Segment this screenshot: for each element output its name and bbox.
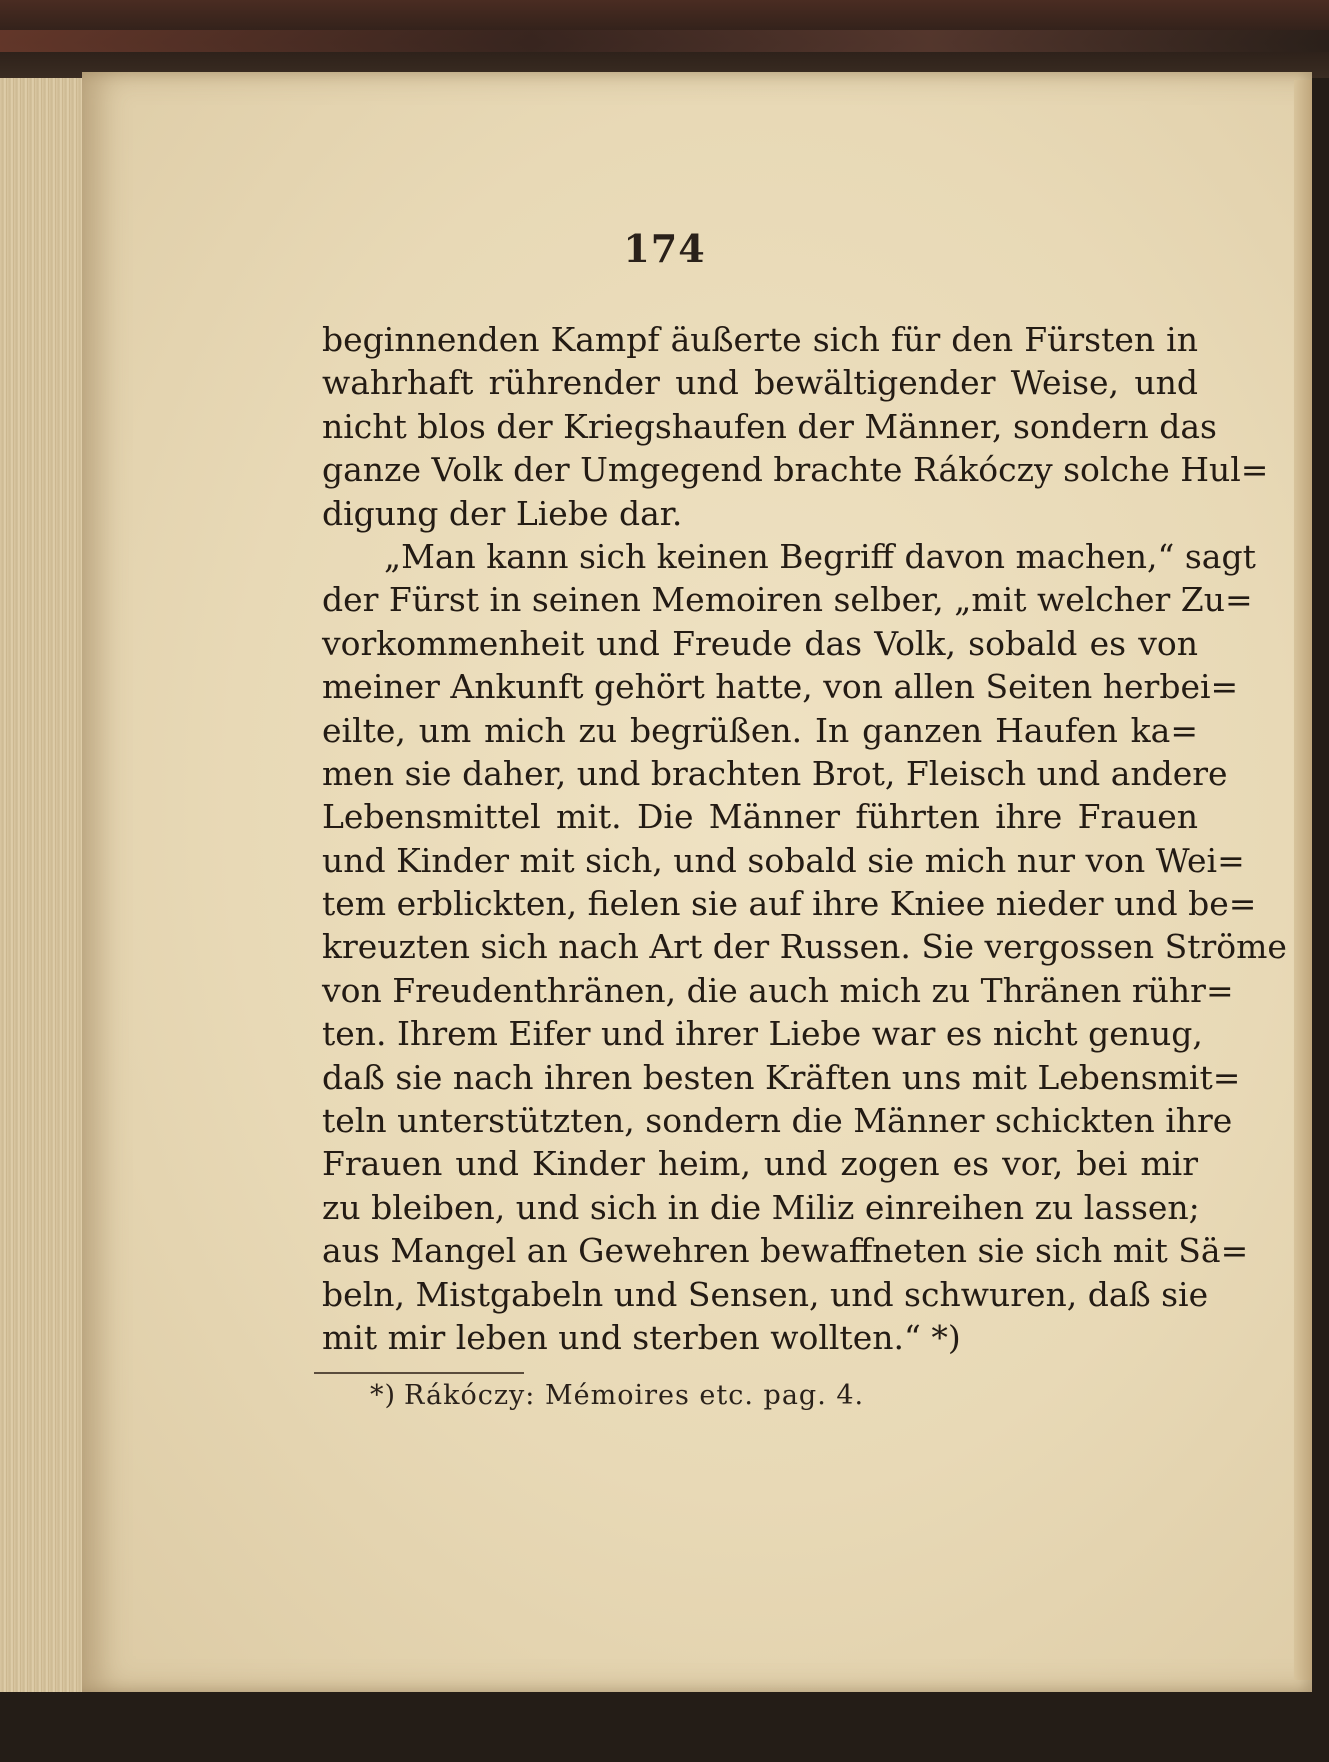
footnote-rule bbox=[314, 1372, 524, 1374]
text-line: Frauen und Kinder heim, und zogen es vor, bei mir bbox=[322, 1144, 1198, 1184]
page-number: 174 bbox=[623, 226, 706, 271]
text-line: Lebensmittel mit. Die Männer führten ihre Frauen bbox=[322, 797, 1198, 837]
text-line: der Fürst in seinen Memoiren selber, „mit welcher Zu= bbox=[322, 580, 1253, 620]
text-line: aus Mangel an Gewehren bewaffneten sie sich mit Sä= bbox=[322, 1231, 1249, 1271]
text-line: von Freudenthränen, die auch mich zu Thränen rühr= bbox=[322, 970, 1234, 1010]
text-line: daß sie nach ihren besten Kräften uns mit Lebensmit= bbox=[322, 1057, 1241, 1097]
body-text bbox=[322, 318, 1287, 1359]
text-line: zu bleiben, und sich in die Miliz einreihen zu lassen; bbox=[322, 1187, 1200, 1227]
text-line: ten. Ihrem Eifer und ihrer Liebe war es nicht genug, bbox=[322, 1014, 1203, 1054]
text-line: „Man kann sich keinen Begriff davon machen,“ sagt bbox=[384, 536, 1256, 576]
text-line: vorkommenheit und Freude das Volk, sobald es von bbox=[322, 623, 1198, 663]
text-line: kreuzten sich nach Art der Russen. Sie vergossen Ströme bbox=[322, 927, 1287, 967]
text-line: ganze Volk der Umgegend brachte Rákóczy solche Hul= bbox=[322, 450, 1269, 490]
footnote-text: Rákóczy: Mémoires etc. pag. 4. bbox=[404, 1380, 865, 1411]
text-line: mit mir leben und sterben wollten.“ *) bbox=[322, 1317, 961, 1357]
text-line: tem erblickten, fielen sie auf ihre Kniee nieder und be= bbox=[322, 884, 1257, 924]
text-line: men sie daher, und brachten Brot, Fleisch und andere bbox=[322, 753, 1228, 793]
text-line: beginnenden Kampf äußerte sich für den Fürsten in bbox=[322, 320, 1198, 359]
page-edge-right bbox=[1294, 80, 1312, 1680]
text-line: wahrhaft rührender und bewältigender Weise, und bbox=[322, 363, 1198, 403]
text-line: nicht blos der Kriegshaufen der Männer, sondern das bbox=[322, 406, 1217, 446]
footnote-marker: *) bbox=[370, 1380, 397, 1411]
book-cover-band bbox=[0, 30, 1329, 52]
text-line: teln unterstützten, sondern die Männer schickten ihre bbox=[322, 1101, 1233, 1141]
text-line: beln, Mistgabeln und Sensen, und schwuren, daß sie bbox=[322, 1274, 1209, 1314]
footnote bbox=[370, 1380, 864, 1411]
text-line: digung der Liebe dar. bbox=[322, 493, 683, 533]
text-line: meiner Ankunft gehört hatte, von allen Seiten herbei= bbox=[322, 667, 1239, 707]
text-line: eilte, um mich zu begrüßen. In ganzen Haufen ka= bbox=[322, 710, 1198, 750]
text-line: und Kinder mit sich, und sobald sie mich nur von Wei= bbox=[322, 840, 1245, 880]
